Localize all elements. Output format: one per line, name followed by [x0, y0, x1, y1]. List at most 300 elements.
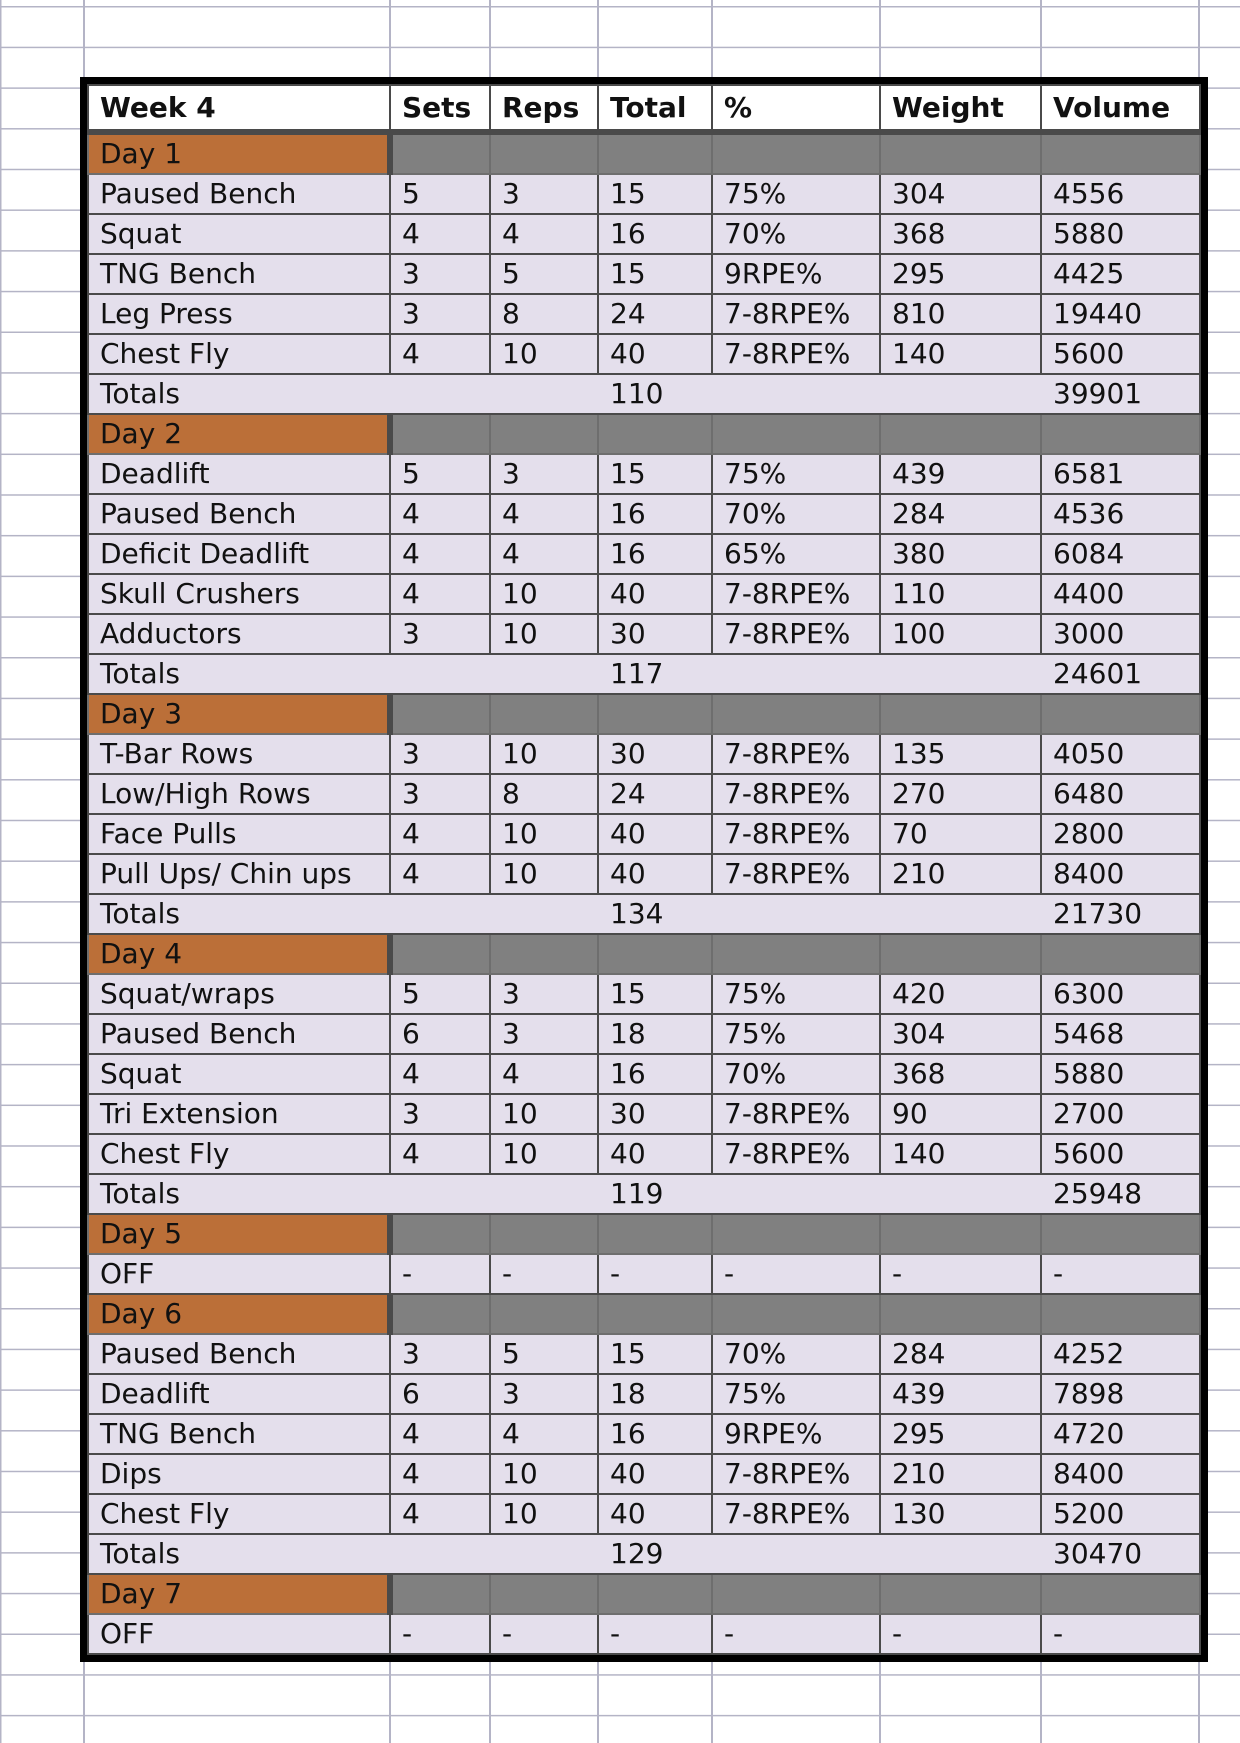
exercise-reps-cell: 10 — [490, 1494, 598, 1534]
exercise-weight-cell: 304 — [880, 1014, 1041, 1054]
exercise-percent-cell: 7-8RPE% — [712, 854, 880, 894]
exercise-sets-cell: 3 — [390, 734, 490, 774]
exercise-sets-cell: 6 — [390, 1014, 490, 1054]
exercise-total-cell: 24 — [598, 294, 712, 334]
exercise-weight-cell: 439 — [880, 1374, 1041, 1414]
day-header-fill — [712, 1574, 880, 1614]
exercise-volume-cell: 2800 — [1041, 814, 1200, 854]
day-header-fill — [880, 1294, 1041, 1334]
exercise-total-cell: 15 — [598, 454, 712, 494]
day-header-fill — [1041, 694, 1200, 734]
exercise-total-cell: 15 — [598, 974, 712, 1014]
exercise-row — [88, 1254, 1200, 1294]
header-reps: Reps — [490, 85, 598, 132]
exercise-total-cell: 15 — [598, 1334, 712, 1374]
exercise-reps-cell: 10 — [490, 1134, 598, 1174]
exercise-volume-cell: 6084 — [1041, 534, 1200, 574]
exercise-total-cell: - — [598, 1614, 712, 1654]
totals-blank — [880, 894, 1041, 934]
totals-blank — [390, 1534, 490, 1574]
exercise-exercise-name-cell: T-Bar Rows — [88, 734, 390, 774]
exercise-weight-cell: 90 — [880, 1094, 1041, 1134]
exercise-sets-cell: 4 — [390, 854, 490, 894]
exercise-exercise-name-cell: Paused Bench — [88, 1014, 390, 1054]
exercise-volume-cell: 6581 — [1041, 454, 1200, 494]
exercise-sets-cell: 4 — [390, 1054, 490, 1094]
day-header-fill — [1041, 1574, 1200, 1614]
totals-blank — [390, 654, 490, 694]
exercise-reps-cell: - — [490, 1254, 598, 1294]
day-header-fill — [880, 1574, 1041, 1614]
exercise-reps-cell: 10 — [490, 614, 598, 654]
exercise-sets-cell: 4 — [390, 334, 490, 374]
exercise-row — [88, 1414, 1200, 1454]
totals-row — [88, 1174, 1200, 1214]
exercise-reps-cell: 3 — [490, 1014, 598, 1054]
day-header-fill — [880, 1214, 1041, 1254]
exercise-percent-cell: 75% — [712, 1374, 880, 1414]
totals-blank — [880, 1174, 1041, 1214]
exercise-row — [88, 614, 1200, 654]
exercise-total-cell: 16 — [598, 214, 712, 254]
exercise-exercise-name-cell: TNG Bench — [88, 1414, 390, 1454]
exercise-total-cell: 40 — [598, 1454, 712, 1494]
exercise-row — [88, 774, 1200, 814]
exercise-exercise-name-cell: Paused Bench — [88, 174, 390, 214]
exercise-weight-cell: 304 — [880, 174, 1041, 214]
day-header-fill — [390, 1214, 490, 1254]
exercise-weight-cell: 439 — [880, 454, 1041, 494]
totals-blank — [712, 374, 880, 414]
exercise-sets-cell: 4 — [390, 814, 490, 854]
exercise-row — [88, 574, 1200, 614]
totals-total: 129 — [598, 1534, 712, 1574]
exercise-exercise-name-cell: Deadlift — [88, 454, 390, 494]
exercise-sets-cell: - — [390, 1254, 490, 1294]
exercise-row — [88, 734, 1200, 774]
exercise-percent-cell: - — [712, 1254, 880, 1294]
exercise-weight-cell: 380 — [880, 534, 1041, 574]
exercise-volume-cell: 4252 — [1041, 1334, 1200, 1374]
day-header-fill — [390, 1294, 490, 1334]
day-header-fill — [712, 132, 880, 174]
exercise-exercise-name-cell: Face Pulls — [88, 814, 390, 854]
exercise-reps-cell: 10 — [490, 334, 598, 374]
exercise-volume-cell: 4720 — [1041, 1414, 1200, 1454]
day-header-fill — [490, 1294, 598, 1334]
day-header-fill — [880, 414, 1041, 454]
exercise-total-cell: 16 — [598, 494, 712, 534]
totals-label: Totals — [88, 654, 390, 694]
exercise-weight-cell: 70 — [880, 814, 1041, 854]
totals-blank — [712, 654, 880, 694]
exercise-exercise-name-cell: Pull Ups/ Chin ups — [88, 854, 390, 894]
exercise-reps-cell: 3 — [490, 1374, 598, 1414]
exercise-exercise-name-cell: Squat/wraps — [88, 974, 390, 1014]
day-header-fill — [490, 132, 598, 174]
exercise-percent-cell: 7-8RPE% — [712, 774, 880, 814]
exercise-weight-cell: 110 — [880, 574, 1041, 614]
exercise-exercise-name-cell: OFF — [88, 1614, 390, 1654]
day-header-fill — [712, 1214, 880, 1254]
exercise-weight-cell: - — [880, 1254, 1041, 1294]
exercise-row — [88, 334, 1200, 374]
day-header-row — [88, 1574, 1200, 1614]
exercise-row — [88, 214, 1200, 254]
exercise-reps-cell: 10 — [490, 574, 598, 614]
exercise-total-cell: 40 — [598, 1494, 712, 1534]
exercise-reps-cell: 8 — [490, 774, 598, 814]
header-sets: Sets — [390, 85, 490, 132]
exercise-total-cell: 30 — [598, 614, 712, 654]
totals-row — [88, 374, 1200, 414]
exercise-reps-cell: 10 — [490, 1454, 598, 1494]
day-header-fill — [712, 414, 880, 454]
exercise-exercise-name-cell: OFF — [88, 1254, 390, 1294]
exercise-reps-cell: 4 — [490, 1414, 598, 1454]
day-header-fill — [880, 694, 1041, 734]
exercise-percent-cell: 7-8RPE% — [712, 574, 880, 614]
exercise-total-cell: 40 — [598, 814, 712, 854]
exercise-sets-cell: 5 — [390, 454, 490, 494]
exercise-percent-cell: 75% — [712, 174, 880, 214]
exercise-volume-cell: 5200 — [1041, 1494, 1200, 1534]
exercise-reps-cell: 10 — [490, 734, 598, 774]
day-header-fill — [390, 1574, 490, 1614]
exercise-row — [88, 454, 1200, 494]
exercise-volume-cell: 6480 — [1041, 774, 1200, 814]
exercise-sets-cell: 4 — [390, 214, 490, 254]
exercise-sets-cell: 3 — [390, 1334, 490, 1374]
exercise-weight-cell: 210 — [880, 1454, 1041, 1494]
header-week: Week 4 — [88, 85, 390, 132]
exercise-sets-cell: - — [390, 1614, 490, 1654]
exercise-total-cell: 16 — [598, 1054, 712, 1094]
exercise-volume-cell: - — [1041, 1254, 1200, 1294]
day-label: Day 6 — [88, 1294, 390, 1334]
exercise-reps-cell: 5 — [490, 1334, 598, 1374]
exercise-row — [88, 1454, 1200, 1494]
totals-blank — [390, 894, 490, 934]
exercise-total-cell: 18 — [598, 1374, 712, 1414]
totals-volume: 21730 — [1041, 894, 1200, 934]
exercise-sets-cell: 4 — [390, 1414, 490, 1454]
exercise-percent-cell: 7-8RPE% — [712, 814, 880, 854]
day-header-row — [88, 1294, 1200, 1334]
exercise-percent-cell: 9RPE% — [712, 1414, 880, 1454]
exercise-volume-cell: 4536 — [1041, 494, 1200, 534]
day-header-row — [88, 934, 1200, 974]
exercise-weight-cell: 130 — [880, 1494, 1041, 1534]
exercise-percent-cell: 9RPE% — [712, 254, 880, 294]
totals-label: Totals — [88, 1174, 390, 1214]
day-header-fill — [390, 132, 490, 174]
exercise-percent-cell: 75% — [712, 1014, 880, 1054]
exercise-volume-cell: - — [1041, 1614, 1200, 1654]
exercise-percent-cell: 70% — [712, 1334, 880, 1374]
exercise-row — [88, 974, 1200, 1014]
exercise-exercise-name-cell: Skull Crushers — [88, 574, 390, 614]
totals-blank — [880, 654, 1041, 694]
day-header-fill — [490, 414, 598, 454]
exercise-sets-cell: 3 — [390, 1094, 490, 1134]
exercise-total-cell: 18 — [598, 1014, 712, 1054]
totals-volume: 39901 — [1041, 374, 1200, 414]
totals-label: Totals — [88, 1534, 390, 1574]
totals-blank — [390, 374, 490, 414]
exercise-total-cell: 40 — [598, 1134, 712, 1174]
day-header-fill — [598, 934, 712, 974]
exercise-exercise-name-cell: Paused Bench — [88, 1334, 390, 1374]
day-header-fill — [598, 1214, 712, 1254]
day-header-fill — [490, 1214, 598, 1254]
exercise-weight-cell: 295 — [880, 254, 1041, 294]
totals-total: 119 — [598, 1174, 712, 1214]
day-header-fill — [1041, 132, 1200, 174]
exercise-weight-cell: 135 — [880, 734, 1041, 774]
exercise-sets-cell: 3 — [390, 254, 490, 294]
exercise-total-cell: 30 — [598, 1094, 712, 1134]
exercise-volume-cell: 7898 — [1041, 1374, 1200, 1414]
exercise-sets-cell: 3 — [390, 774, 490, 814]
exercise-volume-cell: 8400 — [1041, 1454, 1200, 1494]
exercise-row — [88, 174, 1200, 214]
exercise-percent-cell: 70% — [712, 214, 880, 254]
exercise-row — [88, 854, 1200, 894]
exercise-row — [88, 1614, 1200, 1654]
totals-label: Totals — [88, 894, 390, 934]
exercise-exercise-name-cell: Chest Fly — [88, 334, 390, 374]
exercise-reps-cell: 8 — [490, 294, 598, 334]
exercise-percent-cell: - — [712, 1614, 880, 1654]
exercise-volume-cell: 3000 — [1041, 614, 1200, 654]
exercise-volume-cell: 19440 — [1041, 294, 1200, 334]
exercise-reps-cell: 10 — [490, 1094, 598, 1134]
exercise-total-cell: 40 — [598, 574, 712, 614]
exercise-percent-cell: 75% — [712, 974, 880, 1014]
exercise-row — [88, 534, 1200, 574]
totals-blank — [712, 894, 880, 934]
day-label: Day 5 — [88, 1214, 390, 1254]
totals-blank — [880, 374, 1041, 414]
totals-blank — [490, 1174, 598, 1214]
exercise-weight-cell: 368 — [880, 214, 1041, 254]
exercise-reps-cell: 5 — [490, 254, 598, 294]
exercise-volume-cell: 6300 — [1041, 974, 1200, 1014]
totals-blank — [490, 654, 598, 694]
exercise-row — [88, 254, 1200, 294]
exercise-sets-cell: 4 — [390, 1134, 490, 1174]
exercise-reps-cell: - — [490, 1614, 598, 1654]
exercise-reps-cell: 3 — [490, 454, 598, 494]
exercise-sets-cell: 3 — [390, 294, 490, 334]
exercise-volume-cell: 5880 — [1041, 1054, 1200, 1094]
exercise-weight-cell: 284 — [880, 494, 1041, 534]
exercise-exercise-name-cell: Paused Bench — [88, 494, 390, 534]
exercise-sets-cell: 4 — [390, 574, 490, 614]
day-header-row — [88, 1214, 1200, 1254]
exercise-total-cell: 24 — [598, 774, 712, 814]
exercise-weight-cell: 368 — [880, 1054, 1041, 1094]
exercise-percent-cell: 7-8RPE% — [712, 1134, 880, 1174]
exercise-total-cell: 16 — [598, 1414, 712, 1454]
exercise-row — [88, 1094, 1200, 1134]
workout-sheet — [80, 77, 1208, 1662]
exercise-row — [88, 1014, 1200, 1054]
exercise-percent-cell: 70% — [712, 1054, 880, 1094]
exercise-reps-cell: 10 — [490, 854, 598, 894]
totals-total: 134 — [598, 894, 712, 934]
exercise-percent-cell: 7-8RPE% — [712, 614, 880, 654]
day-header-fill — [390, 414, 490, 454]
exercise-weight-cell: 284 — [880, 1334, 1041, 1374]
exercise-sets-cell: 5 — [390, 974, 490, 1014]
exercise-sets-cell: 4 — [390, 534, 490, 574]
header-total: Total — [598, 85, 712, 132]
totals-row — [88, 654, 1200, 694]
exercise-sets-cell: 3 — [390, 614, 490, 654]
exercise-row — [88, 1334, 1200, 1374]
exercise-total-cell: 16 — [598, 534, 712, 574]
totals-blank — [490, 1534, 598, 1574]
exercise-exercise-name-cell: Squat — [88, 214, 390, 254]
exercise-volume-cell: 8400 — [1041, 854, 1200, 894]
day-header-fill — [1041, 934, 1200, 974]
exercise-weight-cell: 810 — [880, 294, 1041, 334]
header-row — [88, 85, 1200, 132]
exercise-sets-cell: 4 — [390, 1494, 490, 1534]
exercise-exercise-name-cell: Leg Press — [88, 294, 390, 334]
exercise-volume-cell: 4400 — [1041, 574, 1200, 614]
day-header-fill — [712, 934, 880, 974]
totals-row — [88, 894, 1200, 934]
exercise-reps-cell: 4 — [490, 1054, 598, 1094]
day-header-fill — [490, 694, 598, 734]
exercise-volume-cell: 4425 — [1041, 254, 1200, 294]
exercise-volume-cell: 5880 — [1041, 214, 1200, 254]
exercise-volume-cell: 4050 — [1041, 734, 1200, 774]
exercise-percent-cell: 7-8RPE% — [712, 734, 880, 774]
day-header-row — [88, 414, 1200, 454]
day-header-fill — [712, 694, 880, 734]
exercise-weight-cell: 140 — [880, 334, 1041, 374]
day-label: Day 3 — [88, 694, 390, 734]
exercise-exercise-name-cell: Dips — [88, 1454, 390, 1494]
exercise-weight-cell: - — [880, 1614, 1041, 1654]
exercise-sets-cell: 4 — [390, 1454, 490, 1494]
day-header-fill — [598, 1294, 712, 1334]
day-header-fill — [598, 694, 712, 734]
totals-blank — [712, 1174, 880, 1214]
totals-row — [88, 1534, 1200, 1574]
totals-blank — [390, 1174, 490, 1214]
exercise-total-cell: 30 — [598, 734, 712, 774]
exercise-exercise-name-cell: Deadlift — [88, 1374, 390, 1414]
exercise-exercise-name-cell: Low/High Rows — [88, 774, 390, 814]
totals-total: 117 — [598, 654, 712, 694]
exercise-total-cell: 40 — [598, 334, 712, 374]
exercise-percent-cell: 70% — [712, 494, 880, 534]
totals-blank — [712, 1534, 880, 1574]
exercise-percent-cell: 75% — [712, 454, 880, 494]
exercise-row — [88, 494, 1200, 534]
day-header-fill — [490, 934, 598, 974]
day-header-fill — [598, 132, 712, 174]
exercise-sets-cell: 5 — [390, 174, 490, 214]
exercise-reps-cell: 3 — [490, 974, 598, 1014]
totals-volume: 30470 — [1041, 1534, 1200, 1574]
exercise-volume-cell: 2700 — [1041, 1094, 1200, 1134]
exercise-percent-cell: 7-8RPE% — [712, 1094, 880, 1134]
exercise-weight-cell: 420 — [880, 974, 1041, 1014]
exercise-row — [88, 1374, 1200, 1414]
exercise-row — [88, 1134, 1200, 1174]
exercise-exercise-name-cell: TNG Bench — [88, 254, 390, 294]
header-percent: % — [712, 85, 880, 132]
day-header-fill — [1041, 1294, 1200, 1334]
exercise-row — [88, 1054, 1200, 1094]
day-label: Day 2 — [88, 414, 390, 454]
exercise-percent-cell: 65% — [712, 534, 880, 574]
workout-table-body — [88, 85, 1200, 1654]
day-label: Day 4 — [88, 934, 390, 974]
totals-total: 110 — [598, 374, 712, 414]
exercise-total-cell: - — [598, 1254, 712, 1294]
day-header-fill — [598, 1574, 712, 1614]
day-header-fill — [880, 132, 1041, 174]
totals-blank — [490, 374, 598, 414]
exercise-reps-cell: 4 — [490, 214, 598, 254]
totals-blank — [490, 894, 598, 934]
day-header-fill — [490, 1574, 598, 1614]
exercise-reps-cell: 4 — [490, 534, 598, 574]
day-header-fill — [1041, 1214, 1200, 1254]
day-header-fill — [880, 934, 1041, 974]
exercise-weight-cell: 270 — [880, 774, 1041, 814]
header-volume: Volume — [1041, 85, 1200, 132]
exercise-reps-cell: 3 — [490, 174, 598, 214]
day-header-fill — [712, 1294, 880, 1334]
day-label: Day 7 — [88, 1574, 390, 1614]
exercise-exercise-name-cell: Adductors — [88, 614, 390, 654]
day-header-fill — [390, 934, 490, 974]
exercise-row — [88, 294, 1200, 334]
exercise-total-cell: 15 — [598, 174, 712, 214]
exercise-sets-cell: 4 — [390, 494, 490, 534]
exercise-exercise-name-cell: Deficit Deadlift — [88, 534, 390, 574]
exercise-weight-cell: 295 — [880, 1414, 1041, 1454]
day-label: Day 1 — [88, 132, 390, 174]
exercise-volume-cell: 5600 — [1041, 334, 1200, 374]
exercise-volume-cell: 4556 — [1041, 174, 1200, 214]
exercise-volume-cell: 5468 — [1041, 1014, 1200, 1054]
exercise-volume-cell: 5600 — [1041, 1134, 1200, 1174]
exercise-row — [88, 1494, 1200, 1534]
exercise-row — [88, 814, 1200, 854]
totals-label: Totals — [88, 374, 390, 414]
day-header-fill — [598, 414, 712, 454]
workout-table — [87, 84, 1201, 1655]
exercise-sets-cell: 6 — [390, 1374, 490, 1414]
exercise-exercise-name-cell: Chest Fly — [88, 1494, 390, 1534]
exercise-weight-cell: 100 — [880, 614, 1041, 654]
totals-volume: 24601 — [1041, 654, 1200, 694]
exercise-percent-cell: 7-8RPE% — [712, 1454, 880, 1494]
exercise-percent-cell: 7-8RPE% — [712, 334, 880, 374]
exercise-reps-cell: 4 — [490, 494, 598, 534]
exercise-percent-cell: 7-8RPE% — [712, 294, 880, 334]
exercise-exercise-name-cell: Tri Extension — [88, 1094, 390, 1134]
